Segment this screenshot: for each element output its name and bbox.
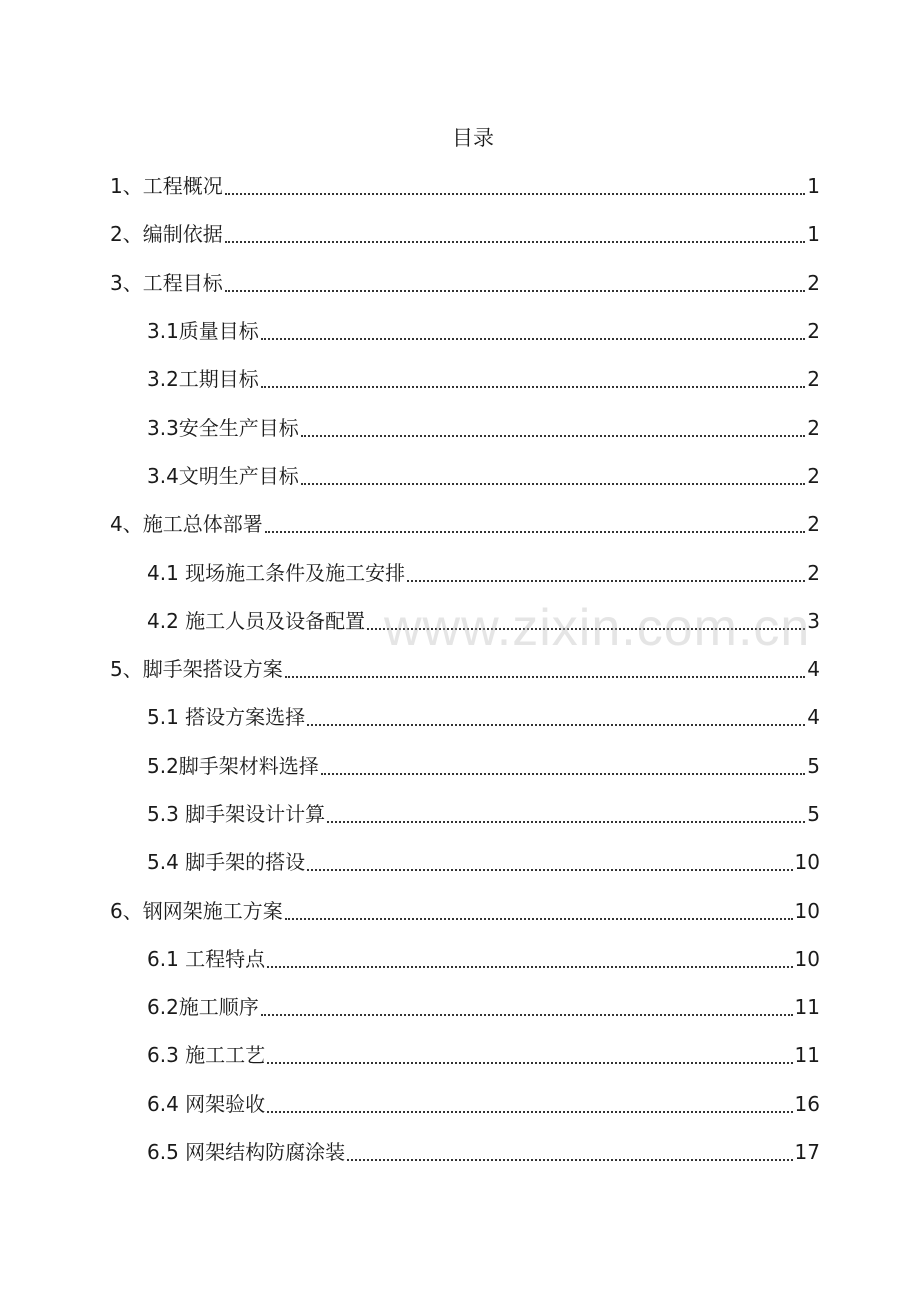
toc-page-number: 2 <box>807 463 820 488</box>
toc-entry-label: 5.2脚手架材料选择 <box>147 753 319 778</box>
toc-leader-dots <box>267 1062 792 1064</box>
toc-leader-dots <box>265 531 806 533</box>
toc-entry[interactable] <box>0 1031 820 1079</box>
toc-leader-dots <box>225 241 806 243</box>
toc-leader-dots <box>261 338 805 340</box>
toc-page-number: 2 <box>807 367 820 392</box>
toc-page-number: 2 <box>807 319 820 344</box>
toc-entry[interactable] <box>0 355 820 403</box>
toc-page-number: 5 <box>807 802 820 826</box>
toc-entry-label: 3.3安全生产目标 <box>147 415 299 440</box>
toc-entry-label: 4.1 现场施工条件及施工安排 <box>147 560 406 585</box>
toc-leader-dots <box>285 918 793 920</box>
toc-entry-label: 3.2工期目标 <box>147 367 259 392</box>
toc-entry[interactable] <box>0 403 820 451</box>
toc-entry[interactable] <box>0 838 820 886</box>
toc-entry[interactable] <box>0 886 820 934</box>
toc-entry[interactable] <box>0 162 820 210</box>
toc-entry-label: 3.1质量目标 <box>147 319 259 344</box>
toc-entry-label: 6.3 施工工艺 <box>147 1043 266 1068</box>
toc-entry-label: 6.4 网架验收 <box>147 1091 266 1116</box>
toc-entry-label: 3.4文明生产目标 <box>147 463 299 488</box>
toc-entry-label: 5、脚手架搭设方案 <box>110 657 283 682</box>
toc-entry[interactable] <box>0 1080 820 1128</box>
toc-entry-label: 2、编制依据 <box>110 222 223 247</box>
toc-page-number: 10 <box>794 946 820 971</box>
toc-page-number: 1 <box>807 222 820 247</box>
toc-entry[interactable] <box>0 259 820 307</box>
toc-page-number: 2 <box>807 512 820 537</box>
toc-page-number: 11 <box>794 1043 820 1068</box>
toc-entry[interactable] <box>0 307 820 355</box>
toc-entry[interactable] <box>0 210 820 258</box>
toc-entry[interactable] <box>0 983 820 1031</box>
toc-page-number: 16 <box>794 1091 820 1116</box>
toc-entry[interactable] <box>0 548 820 596</box>
toc-list <box>0 162 920 1176</box>
toc-entry-label: 3、工程目标 <box>110 270 223 295</box>
toc-entry[interactable] <box>0 935 820 983</box>
toc-leader-dots <box>301 435 805 437</box>
toc-page-number: 10 <box>794 850 820 875</box>
toc-page-number: 2 <box>807 270 820 295</box>
toc-leader-dots <box>347 1159 792 1161</box>
toc-leader-dots <box>327 821 805 823</box>
toc-page-number: 4 <box>807 705 820 730</box>
toc-page-number: 11 <box>794 995 820 1020</box>
toc-page-number: 17 <box>794 1140 820 1165</box>
toc-page-number: 1 <box>807 174 820 199</box>
toc-entry-label: 6.5 网架结构防腐涂装 <box>147 1140 346 1165</box>
toc-entry-label: 6.2施工顺序 <box>147 995 259 1020</box>
toc-page-number: 2 <box>807 560 820 585</box>
toc-leader-dots <box>225 290 806 292</box>
toc-leader-dots <box>307 724 805 726</box>
toc-entry[interactable] <box>0 693 820 741</box>
toc-entry-label: 5.3 脚手架设计计算 <box>147 802 326 826</box>
toc-page-number: 2 <box>807 415 820 440</box>
toc-entry-label: 5.4 脚手架的搭设 <box>147 850 306 875</box>
toc-entry[interactable] <box>0 1128 820 1176</box>
toc-leader-dots <box>285 676 806 678</box>
toc-entry-label: 5.1 搭设方案选择 <box>147 705 306 730</box>
toc-entry[interactable] <box>0 742 820 790</box>
watermark: www.zixin.com.cn <box>384 599 811 657</box>
toc-leader-dots <box>321 773 805 775</box>
toc-leader-dots <box>407 580 805 582</box>
toc-entry-label: 6、钢网架施工方案 <box>110 898 283 923</box>
toc-entry-label: 6.1 工程特点 <box>147 946 266 971</box>
toc-entry[interactable] <box>0 500 820 548</box>
toc-leader-dots <box>225 193 806 195</box>
toc-leader-dots <box>261 1014 793 1016</box>
toc-entry-label: 1、工程概况 <box>110 174 223 199</box>
toc-page-number: 4 <box>807 657 820 682</box>
toc-leader-dots <box>301 483 805 485</box>
toc-entry[interactable] <box>0 790 820 838</box>
toc-leader-dots <box>261 386 805 388</box>
toc-page-number: 10 <box>794 898 820 923</box>
toc-leader-dots <box>267 1111 792 1113</box>
toc-leader-dots <box>307 869 792 871</box>
toc-entry[interactable] <box>0 452 820 500</box>
toc-title: 目录 <box>452 126 494 150</box>
toc-page-number: 3 <box>807 608 820 633</box>
toc-entry-label: 4、施工总体部署 <box>110 512 263 537</box>
toc-entry-label: 4.2 施工人员及设备配置 <box>147 608 366 633</box>
toc-page-number: 5 <box>807 753 820 778</box>
toc-leader-dots <box>267 966 792 968</box>
